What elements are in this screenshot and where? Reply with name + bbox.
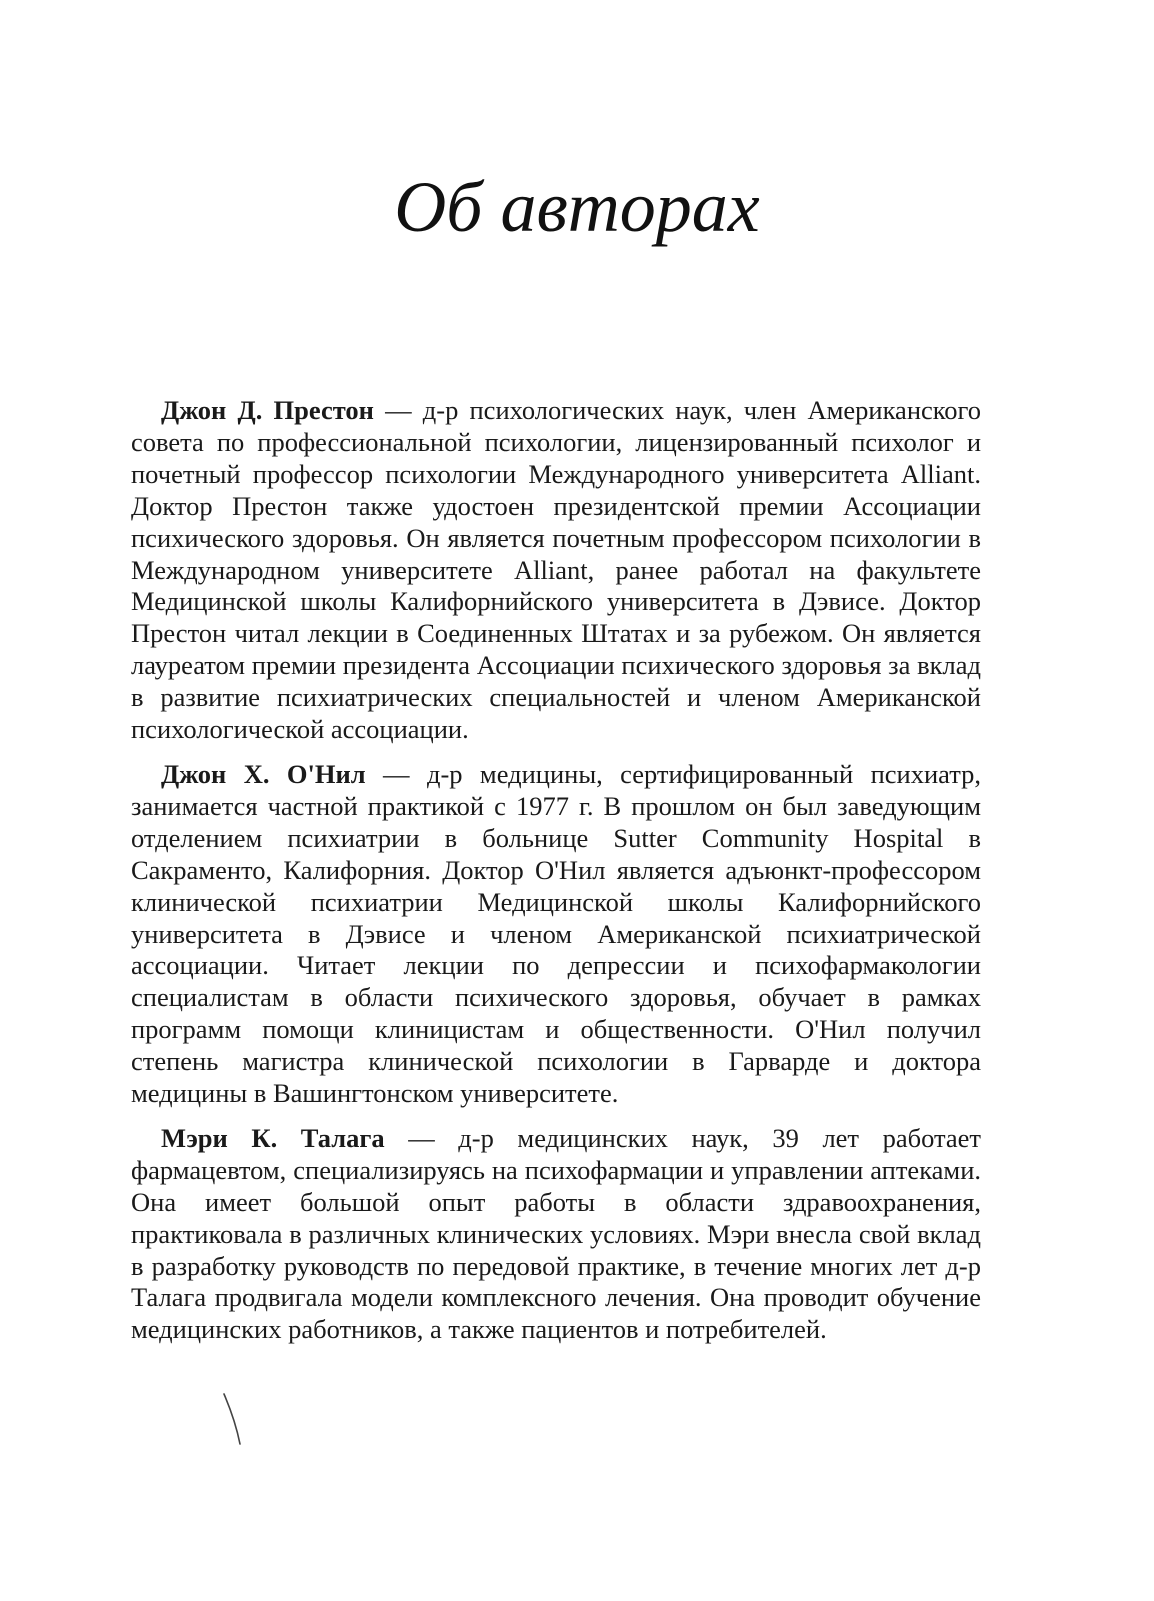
author-bio-text: — д-р медицинских наук, 39 лет работает фармацевтом, специализируясь на психофармации и управлении аптеками. Она имеет большой опыт работы в области здравоохранения, практиковала в различных клинических условиях. Мэри внесла свой вклад в разработку руководств по передовой практике, в течение многих лет д-р Талага продвигала модели комплексного лечения. Она проводит обучение медицинских работников, а также пациентов и потребителей. bbox=[131, 1122, 981, 1345]
author-name: Джон Д. Престон bbox=[161, 395, 374, 425]
authors-section bbox=[131, 395, 981, 1359]
author-bio-text: — д-р медицины, сертифицированный психиатр, занимается частной практикой с 1977 г. В прошлом он был заведующим отделением психиатрии в больнице Sutter Community Hospital в Сакраменто, Калифорния. Доктор О'Нил является адъюнкт-профессором клинической психиатрии Медицинской школы Калифорнийского университета в Дэвисе и членом Американской психиатрической ассоциации. Читает лекции по депрессии и психофармакологии специалистам в области психического здоровья, обучает в рамках программ помощи клиницистам и общественности. О'Нил получил степень магистра клинической психологии в Гарварде и доктора медицины в Вашингтонском университете. bbox=[131, 758, 981, 1109]
author-bio-text: — д-р психологических наук, член Американского совета по профессиональной психологии, лицензированный психолог и почетный профессор психологии Международного университета Alliant. Доктор Престон также удостоен президентской премии Ассоциации психического здоровья. Он является почетным профессором психологии в Международном университете Alliant, ранее работал на факультете Медицинской школы Калифорнийского университета в Дэвисе. Доктор Престон читал лекции в Соединенных Штатах и за рубежом. Он является лауреатом премии президента Ассоциации психического здоровья за вклад в развитие психиатрических специальностей и членом Американской психологической ассоциации. bbox=[131, 395, 982, 745]
author-bio-talaga bbox=[131, 1123, 981, 1346]
author-name: Мэри К. Талага bbox=[161, 1122, 385, 1153]
author-bio-oneil bbox=[131, 759, 981, 1110]
page-title: Об авторах bbox=[394, 167, 760, 247]
pen-stroke-mark bbox=[218, 1390, 258, 1450]
author-name: Джон Х. О'Нил bbox=[161, 758, 366, 789]
author-bio-preston bbox=[131, 395, 981, 746]
